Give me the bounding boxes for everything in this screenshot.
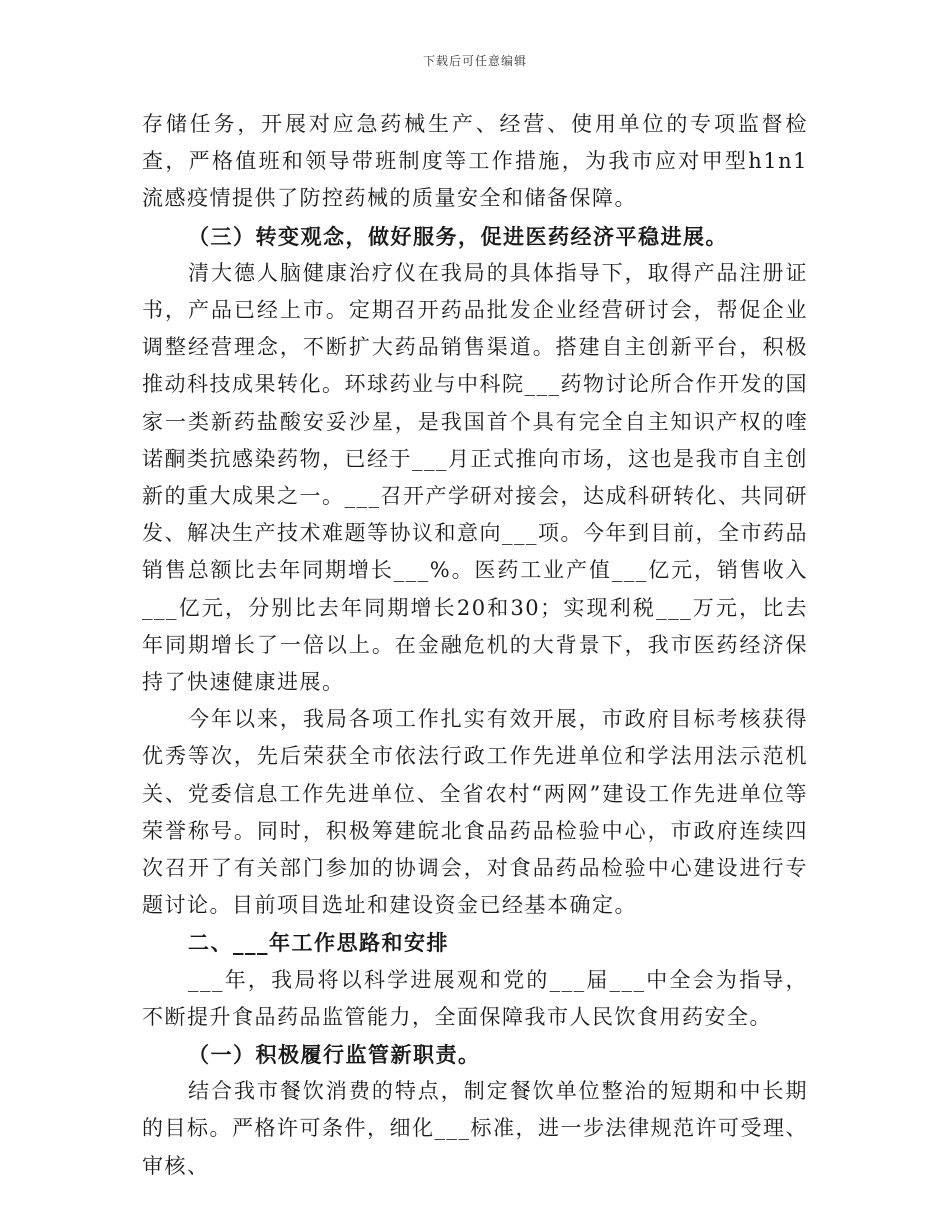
paragraph-achievements: 今年以来，我局各项工作扎实有效开展，市政府目标考核获得优秀等次，先后荣获全市依法行政工作先进单位和学法用法示范机关、党委信息工作先进单位、全省农村“两网”建设工作先进单位等荣誉称号。同时，积极筹建皖北食品药品检验中心，市政府连续四次召开了有关部门参加的协调会，对食品药品检验中心建设进行专题讨论。目前项目选址和建设资金已经基本确定。 [142,707,808,918]
paragraph-storage-tasks: 存储任务，开展对应急药械生产、经营、使用单位的专项监督检查，严格值班和领导带班制度等工作措施，为我市应对甲型h1n1流感疫情提供了防控药械的质量安全和储备保障。 [142,112,808,211]
paragraph-work-plan: ___年，我局将以科学进展观和党的___届___中全会为指导，不断提升食品药品监管能力，全面保障我市人民饮食用药安全。 [142,967,808,1029]
paragraph-catering: 结合我市餐饮消费的特点，制定餐饮单位整治的短期和中长期的目标。严格许可条件，细化___标准，进一步法律规范许可受理、审核、 [142,1079,808,1178]
section-heading-two: 二、___年工作思路和安排 [188,930,449,956]
section-heading-one: （一）积极履行监管新职责。 [188,1042,481,1068]
paragraph-pharma-economy: 清大德人脑健康治疗仪在我局的具体指导下，取得产品注册证书，产品已经上市。定期召开药品批发企业经营研讨会，帮促企业调整经营理念，不断扩大药品销售渠道。搭建自主创新平台，积极推动科技成果转化。环球药业与中科院___药物讨论所合作开发的国家一类新药盐酸安妥沙星，是我国首个具有完全自主知识产权的喹诺酮类抗感染药物，已经于___月正式推向市场，这也是我市自主创新的重大成果之一。___召开产学研对接会，达成科研转化、共同研发、解决生产技术难题等协议和意向___项。今年到目前，全市药品销售总额比去年同期增长___%。医药工业产值___亿元，销售收入___亿元，分别比去年同期增长20和30；实现利税___万元，比去年同期增长了一倍以上。在金融危机的大背景下，我市医药经济保持了快速健康进展。 [142,260,808,695]
section-heading-three: （三）转变观念，做好服务，促进医药经济平稳进展。 [188,223,728,249]
document-body [142,106,808,1185]
page-header: 下载后可任意编辑 [422,54,527,68]
